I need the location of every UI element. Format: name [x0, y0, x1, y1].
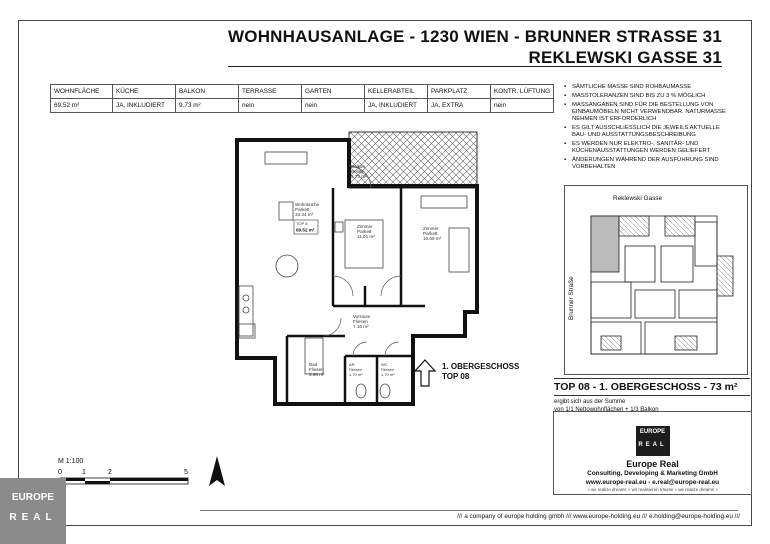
room-area: 1.70 m²	[381, 372, 395, 377]
title-line-2: REKLEWSKI GASSE 31	[528, 48, 722, 67]
spec-header: TERRASSE	[239, 85, 302, 99]
scale-tick: 2	[108, 469, 112, 476]
room-floor: Fliesen	[353, 319, 368, 324]
room-floor: Belag	[351, 169, 363, 174]
specs-header-row	[51, 85, 554, 99]
note-item: ▪ ÄNDERUNGEN WÄHREND DER AUSFÜHRUNG SIND VORBEHALTEN	[564, 157, 734, 172]
corner-logo-line-2: REAL	[9, 512, 57, 523]
company-logo	[636, 426, 670, 456]
spec-value: JA, EXTRA	[428, 99, 491, 113]
apartment-summary	[554, 378, 750, 414]
scale-tick: 0	[58, 469, 62, 476]
company-subtitle: Consulting, Developing & Marketing GmbH	[587, 470, 718, 477]
room-area: 9.73 m²	[351, 174, 367, 179]
spec-value: JA, INKLUDIERT	[113, 99, 176, 113]
specs-value-row	[51, 99, 554, 113]
spec-header: BALKON	[176, 85, 239, 99]
building-outline	[591, 216, 733, 354]
room-label-ar	[349, 362, 363, 377]
spec-header: GARTEN	[302, 85, 365, 99]
note-item: ▪ ES WERDEN NUR ELEKTRO-, SANITÄR- UND KÜCHENAUSSTATTUNGEN WERDEN GELIEFERT	[564, 141, 734, 156]
room-label-vorraum	[353, 314, 371, 329]
room-area: 5.98 m²	[309, 372, 325, 377]
site-plan-drawing	[565, 186, 747, 374]
room-area: 33.34 m²	[295, 212, 314, 217]
spec-header: KELLERABTEIL	[365, 85, 428, 99]
footer-divider	[200, 510, 738, 511]
street-label-side: Brunner Straße	[568, 276, 575, 320]
spec-value: 69.52 m²	[51, 99, 113, 113]
floor-label-line-2: TOP 08	[442, 372, 470, 381]
apartment-sub-line-1: ergibt sich aus der Summe	[554, 399, 626, 405]
note-item: ▪ SÄMTLICHE MASSE SIND ROHBAUMASSE	[564, 84, 734, 91]
floor-label	[442, 362, 519, 382]
room-label-zimmer-2	[423, 226, 442, 241]
site-plan	[564, 185, 748, 375]
spec-header: KÜCHE	[113, 85, 176, 99]
corner-logo	[0, 478, 66, 544]
company-name: Europe Real	[626, 459, 679, 469]
room-floor: Parkett	[423, 231, 438, 236]
company-tagline: » we realize dreams » wir realisieren träume » we realize dreams »	[587, 487, 718, 492]
room-name: Zimmer	[357, 224, 373, 229]
spec-value: nein	[239, 99, 302, 113]
room-floor: Parkett	[295, 207, 310, 212]
balcony-area	[349, 132, 477, 188]
room-label-wohnkueche	[295, 202, 320, 217]
room-label-wc	[381, 362, 395, 377]
scale-tick: 5	[184, 469, 188, 476]
north-arrow-icon	[208, 456, 226, 488]
room-floor: Fliesen	[309, 367, 324, 372]
spec-value: nein	[302, 99, 365, 113]
note-item: ▪ ES GILT AUSSCHLIESSLICH DIE JEWEILS AKTUELLE BAU- UND AUSSTATTUNGSBESCHREIBUNG	[564, 125, 734, 140]
spec-header: WOHNFLÄCHE	[51, 85, 113, 99]
room-name: Zimmer	[423, 226, 439, 231]
room-name: Balkon	[351, 164, 366, 169]
room-name: Wohnküche	[295, 202, 320, 207]
apartment-title: TOP 08 - 1. OBERGESCHOSS - 73 m²	[554, 378, 750, 396]
scale	[58, 458, 83, 465]
room-name: WC	[381, 362, 388, 367]
note-item: ▪ MASSANGABEN SIND FÜR DIE BESTELLUNG VON EINBAUMÖBELN NICHT VERWENDBAR. NATURMASSE NEHMEN IST ERFORDERLICH	[564, 102, 734, 124]
room-area: 1.70 m²	[349, 372, 363, 377]
company-web[interactable]: www.europe-real.eu - e.real@europe-real.eu	[585, 479, 720, 486]
notes-list	[564, 84, 734, 173]
room-floor: Parkett	[357, 229, 372, 234]
room-area: 11.01 m²	[357, 234, 375, 239]
room-name: Vorraum	[353, 314, 371, 319]
room-floor: Fliesen	[349, 367, 362, 372]
room-name: AR	[349, 362, 355, 367]
room-area: 10.69 m²	[423, 236, 442, 241]
floor-label-line-1: 1. OBERGESCHOSS	[442, 362, 520, 371]
spec-header: KONTR. LÜFTUNG	[491, 85, 554, 99]
spec-value: 9.73 m²	[176, 99, 239, 113]
corner-logo-line-1: EUROPE	[11, 492, 55, 503]
top-tag: TOP 8	[296, 221, 308, 226]
note-item: ▪ MASSTOLERANZEN SIND BIS ZU 3 % MÖGLICH	[564, 93, 734, 100]
company-box	[553, 411, 752, 495]
entrance-arrow-icon	[415, 360, 435, 386]
spec-header: PARKPLATZ	[428, 85, 491, 99]
specs-table	[50, 84, 554, 113]
room-label-zimmer-1	[357, 224, 375, 239]
spec-value: JA, INKLUDIERT	[365, 99, 428, 113]
title-line-1: WOHNHAUSANLAGE - 1230 WIEN - BRUNNER STRASSE 31	[228, 27, 722, 46]
room-area: 7.16 m²	[353, 324, 369, 329]
street-label-top: Reklewski Gasse	[613, 195, 663, 202]
room-name: Bad	[309, 362, 318, 367]
project-title	[228, 26, 722, 68]
apartment-sub-line-2: von 1/1 Nettowohnflächen + 1/3 Balkon	[554, 407, 659, 413]
scale-label: M 1:100	[58, 458, 84, 465]
spec-value: nein	[491, 99, 554, 113]
scale-bar	[56, 466, 196, 490]
footer-text: /// a company of europe holding gmbh /// www.europe-holding.eu /// e.holding@europe-holding.eu ///	[457, 513, 740, 520]
title-divider	[228, 66, 722, 67]
company-logo-line-2: REAL	[638, 442, 667, 448]
top-area: 69.52 m²	[296, 227, 315, 233]
scale-tick: 1	[82, 469, 86, 476]
room-floor: Fliesen	[381, 367, 394, 372]
company-logo-line-1: EUROPE	[639, 429, 666, 435]
